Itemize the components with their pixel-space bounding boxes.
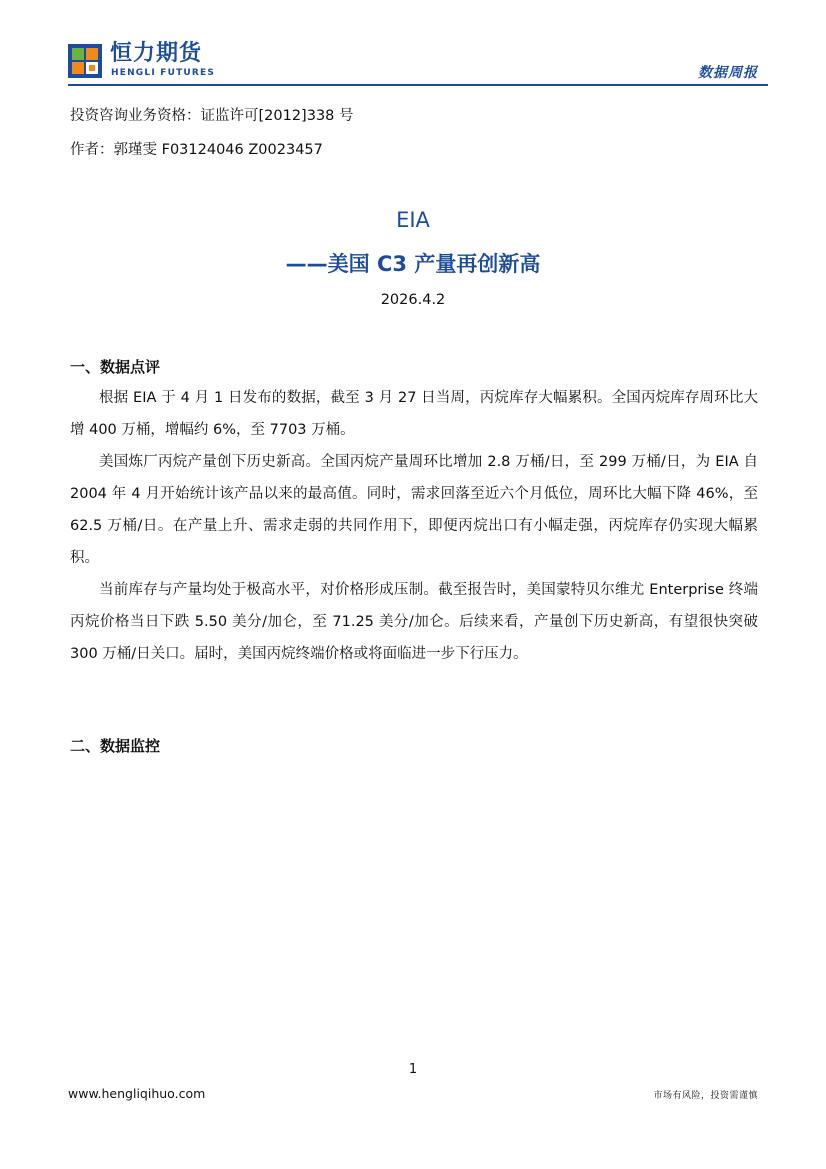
report-subtitle: ——美国 C3 产量再创新高: [285, 252, 541, 276]
author-line: 作者：郭瑾雯 F03124046 Z0023457: [70, 142, 323, 158]
paragraph: 当前库存与产量均处于极高水平，对价格形成压制。截至报告时，美国蒙特贝尔维尤 Enterprise 终端丙烷价格当日下跌 5.50 美分/加仑，至 71.25 美分/加仑。后续来看，产量创下历史新高，有望很快突破 300 万桶/日关口。届时，美国丙烷终端价格或将面临进一步下行压力。: [70, 582, 758, 662]
brand-name-en: HENGLI FUTURES: [111, 68, 216, 78]
hengli-logo-icon: [68, 44, 102, 78]
paragraph: 美国炼厂丙烷产量创下历史新高。全国丙烷产量周环比增加 2.8 万桶/日，至 299 万桶/日，为 EIA 自 2004 年 4 月开始统计该产品以来的最高值。同时，需求回落至近六个月低位，周环比大幅下降 46%，至 62.5 万桶/日。在产量上升、需求走弱的共同作用下，即便丙烷出口有小幅走强，丙烷库存仍实现大幅累积。: [70, 454, 758, 566]
header-divider: [68, 84, 768, 86]
report-type-label: 数据周报: [698, 65, 758, 81]
page-header: [0, 0, 826, 90]
footer-url-link[interactable]: www.hengliqihuo.com: [68, 1086, 206, 1101]
report-title: EIA: [396, 208, 430, 232]
report-date: 2026.4.2: [380, 292, 446, 308]
qualification-line: 投资咨询业务资格：证监许可[2012]338 号: [70, 108, 354, 124]
page-number: 1: [408, 1062, 418, 1077]
section-heading-monitoring: 二、数据监控: [70, 737, 161, 755]
brand-name-cn: 恒力期货: [110, 41, 203, 66]
paragraph: 根据 EIA 于 4 月 1 日发布的数据，截至 3 月 27 日当周，丙烷库存大幅累积。全国丙烷库存周环比大增 400 万桶，增幅约 6%，至 7703 万桶。: [70, 390, 758, 438]
risk-notice: 市场有风险，投资需谨慎: [653, 1091, 758, 1101]
section-heading-commentary: 一、数据点评: [70, 358, 161, 376]
